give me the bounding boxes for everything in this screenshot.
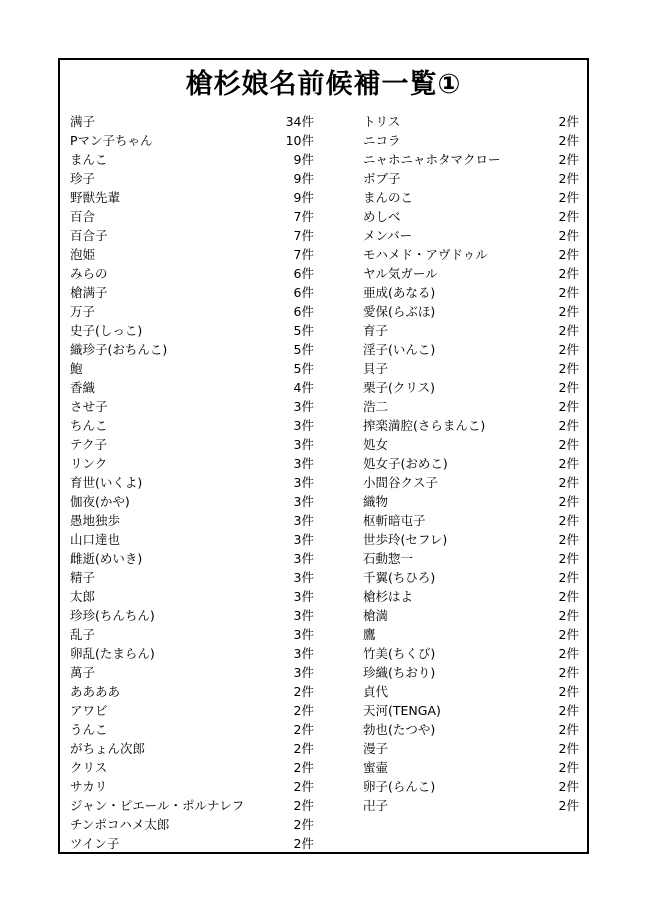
list-item <box>70 378 314 397</box>
candidate-name: Pマン子ちゃん <box>70 133 153 148</box>
list-item <box>363 587 579 606</box>
list-item <box>363 568 579 587</box>
list-item <box>363 435 579 454</box>
vote-count: 3件 <box>293 627 314 642</box>
candidate-name: トリス <box>363 114 401 129</box>
list-item <box>70 188 314 207</box>
list-item <box>363 530 579 549</box>
candidate-name: チンポコハメ太郎 <box>70 817 170 832</box>
vote-count: 6件 <box>293 304 314 319</box>
candidate-name: させ子 <box>70 399 108 414</box>
list-item <box>363 245 579 264</box>
candidate-name: クリス <box>70 760 108 775</box>
candidate-name: 泡姫 <box>70 247 96 262</box>
candidate-name: 野獣先輩 <box>70 190 121 205</box>
candidate-name: 貝子 <box>363 361 389 376</box>
candidate-name: ヤル気ガール <box>363 266 438 281</box>
vote-count: 2件 <box>293 741 314 756</box>
list-item <box>70 302 314 321</box>
candidate-name: 百合 <box>70 209 96 224</box>
candidate-name: ああああ <box>70 684 121 699</box>
list-item <box>70 530 314 549</box>
vote-count: 6件 <box>293 266 314 281</box>
candidate-name: 珍織(ちおり) <box>363 665 436 680</box>
vote-count: 2件 <box>558 209 579 224</box>
candidate-name: みらの <box>70 266 108 281</box>
vote-count: 2件 <box>558 266 579 281</box>
vote-count: 3件 <box>293 475 314 490</box>
list-item <box>70 549 314 568</box>
list-item <box>70 207 314 226</box>
candidate-name: 雌逝(めいき) <box>70 551 143 566</box>
candidate-name: まんのこ <box>363 190 414 205</box>
document-frame <box>58 58 589 854</box>
candidate-name: 史子(しっこ) <box>70 323 143 338</box>
vote-count: 7件 <box>293 247 314 262</box>
list-item <box>70 796 314 815</box>
list-item <box>70 492 314 511</box>
vote-count: 2件 <box>558 171 579 186</box>
list-item <box>363 416 579 435</box>
list-item <box>70 169 314 188</box>
vote-count: 3件 <box>293 513 314 528</box>
vote-count: 2件 <box>558 532 579 547</box>
list-item <box>70 720 314 739</box>
vote-count: 3件 <box>293 399 314 414</box>
candidate-name: めしべ <box>363 209 401 224</box>
list-item <box>363 112 579 131</box>
vote-count: 3件 <box>293 437 314 452</box>
list-item <box>363 492 579 511</box>
list-item <box>363 644 579 663</box>
vote-count: 2件 <box>558 722 579 737</box>
candidate-name: 処女 <box>363 437 389 452</box>
candidate-name: 搾楽満腔(さらまんこ) <box>363 418 486 433</box>
vote-count: 2件 <box>558 760 579 775</box>
list-item <box>70 777 314 796</box>
list-item <box>70 511 314 530</box>
vote-count: 2件 <box>558 475 579 490</box>
candidate-name: 萬子 <box>70 665 96 680</box>
candidate-name: 槍满子 <box>70 285 108 300</box>
list-item <box>70 625 314 644</box>
vote-count: 2件 <box>558 741 579 756</box>
list-item <box>70 644 314 663</box>
list-item <box>363 606 579 625</box>
candidate-name: 育世(いくよ) <box>70 475 143 490</box>
vote-count: 9件 <box>293 190 314 205</box>
vote-count: 9件 <box>293 171 314 186</box>
list-item <box>363 454 579 473</box>
list-item <box>70 568 314 587</box>
candidate-name: 百合子 <box>70 228 108 243</box>
candidate-name: モハメド・アヴドゥル <box>363 247 488 262</box>
list-item <box>70 435 314 454</box>
list-item <box>70 226 314 245</box>
list-item <box>363 302 579 321</box>
candidate-name: 処女子(おめこ) <box>363 456 448 471</box>
list-item <box>70 340 314 359</box>
candidate-name: 香織 <box>70 380 96 395</box>
candidate-name: うんこ <box>70 722 108 737</box>
vote-count: 2件 <box>558 437 579 452</box>
vote-count: 3件 <box>293 494 314 509</box>
list-item <box>70 587 314 606</box>
vote-count: 2件 <box>558 380 579 395</box>
vote-count: 2件 <box>558 798 579 813</box>
list-item <box>363 131 579 150</box>
vote-count: 3件 <box>293 589 314 604</box>
candidate-name: 乱子 <box>70 627 96 642</box>
candidate-name: 精子 <box>70 570 96 585</box>
vote-count: 7件 <box>293 209 314 224</box>
vote-count: 2件 <box>558 152 579 167</box>
candidate-name: 淫子(いんこ) <box>363 342 436 357</box>
candidate-name: 天河(TENGA) <box>363 703 441 718</box>
list-item <box>363 625 579 644</box>
list-item <box>363 226 579 245</box>
list-item <box>70 283 314 302</box>
list-item <box>363 283 579 302</box>
vote-count: 5件 <box>293 342 314 357</box>
list-item <box>70 815 314 834</box>
candidate-name: 枢斬暗屯子 <box>363 513 426 528</box>
vote-count: 6件 <box>293 285 314 300</box>
list-item <box>70 739 314 758</box>
vote-count: 3件 <box>293 570 314 585</box>
candidate-name: ニコラ <box>363 133 401 148</box>
list-item <box>363 340 579 359</box>
list-item <box>363 549 579 568</box>
list-item <box>70 834 314 853</box>
list-item <box>70 758 314 777</box>
list-item <box>70 112 314 131</box>
list-item <box>70 359 314 378</box>
vote-count: 2件 <box>293 798 314 813</box>
list-item <box>70 454 314 473</box>
candidate-name: ボブ子 <box>363 171 401 186</box>
vote-count: 4件 <box>293 380 314 395</box>
list-item <box>363 321 579 340</box>
vote-count: 2件 <box>558 133 579 148</box>
vote-count: 2件 <box>558 570 579 585</box>
vote-count: 2件 <box>558 304 579 319</box>
vote-count: 2件 <box>558 323 579 338</box>
right-column <box>363 112 579 815</box>
list-item <box>363 378 579 397</box>
list-item <box>363 150 579 169</box>
page-title: 槍杉娘名前候補一覧① <box>185 69 462 100</box>
list-item <box>70 663 314 682</box>
candidate-name: 貞代 <box>363 684 389 699</box>
vote-count: 2件 <box>558 342 579 357</box>
list-item <box>363 720 579 739</box>
list-item <box>70 397 314 416</box>
vote-count: 3件 <box>293 665 314 680</box>
list-item <box>70 416 314 435</box>
list-item <box>363 188 579 207</box>
vote-count: 2件 <box>558 665 579 680</box>
candidate-name: ちんこ <box>70 418 108 433</box>
candidate-name: 漫子 <box>363 741 389 756</box>
vote-count: 3件 <box>293 551 314 566</box>
vote-count: 2件 <box>558 247 579 262</box>
vote-count: 3件 <box>293 646 314 661</box>
candidate-name: 愚地独歩 <box>70 513 121 528</box>
vote-count: 2件 <box>558 513 579 528</box>
vote-count: 5件 <box>293 361 314 376</box>
candidate-name: 太郎 <box>70 589 96 604</box>
candidate-name: 卵乱(たまらん) <box>70 646 155 661</box>
list-item <box>70 682 314 701</box>
candidate-name: 小間谷クス子 <box>363 475 438 490</box>
left-column <box>70 112 314 853</box>
candidate-name: 槍満 <box>363 608 389 623</box>
candidate-name: 浩二 <box>363 399 389 414</box>
vote-count: 7件 <box>293 228 314 243</box>
vote-count: 2件 <box>558 646 579 661</box>
candidate-name: 鷹 <box>363 627 376 642</box>
list-item <box>70 606 314 625</box>
candidate-name: 伽夜(かや) <box>70 494 130 509</box>
candidate-name: 織物 <box>363 494 389 509</box>
candidate-name: 世歩玲(セフレ) <box>363 532 448 547</box>
vote-count: 2件 <box>558 494 579 509</box>
candidate-name: 愛保(らぶほ) <box>363 304 436 319</box>
candidate-name: テク子 <box>70 437 108 452</box>
vote-count: 2件 <box>558 456 579 471</box>
vote-count: 2件 <box>558 589 579 604</box>
vote-count: 2件 <box>558 684 579 699</box>
candidate-name: 万子 <box>70 304 96 319</box>
candidate-name: ニャホニャホタマクロー <box>363 152 501 167</box>
vote-count: 2件 <box>293 684 314 699</box>
candidate-name: 千翼(ちひろ) <box>363 570 436 585</box>
vote-count: 2件 <box>558 114 579 129</box>
vote-count: 2件 <box>293 779 314 794</box>
candidate-name: アワビ <box>70 703 108 718</box>
vote-count: 2件 <box>293 836 314 851</box>
list-item <box>70 264 314 283</box>
candidate-name: ジャン・ピエール・ポルナレフ <box>70 798 245 813</box>
candidate-name: 满子 <box>70 114 96 129</box>
list-item <box>70 131 314 150</box>
vote-count: 2件 <box>293 722 314 737</box>
list-item <box>363 264 579 283</box>
candidate-name: まんこ <box>70 152 108 167</box>
vote-count: 3件 <box>293 456 314 471</box>
vote-count: 34件 <box>285 114 314 129</box>
candidate-name: 山口達也 <box>70 532 121 547</box>
list-item <box>363 796 579 815</box>
candidate-name: ツイン子 <box>70 836 120 851</box>
vote-count: 3件 <box>293 608 314 623</box>
list-item <box>363 397 579 416</box>
candidate-name: 石動惣一 <box>363 551 414 566</box>
list-item <box>363 473 579 492</box>
list-item <box>363 682 579 701</box>
vote-count: 2件 <box>558 779 579 794</box>
candidate-name: 勃也(たつや) <box>363 722 436 737</box>
candidate-name: 珍珍(ちんちん) <box>70 608 155 623</box>
candidate-name: 槍杉はよ <box>363 589 414 604</box>
candidate-name: 鮑 <box>70 361 83 376</box>
vote-count: 9件 <box>293 152 314 167</box>
list-item <box>363 739 579 758</box>
vote-count: 2件 <box>558 361 579 376</box>
list-item <box>70 473 314 492</box>
vote-count: 2件 <box>558 190 579 205</box>
candidate-name: 竹美(ちくび) <box>363 646 436 661</box>
vote-count: 3件 <box>293 532 314 547</box>
list-item <box>363 359 579 378</box>
list-item <box>363 207 579 226</box>
vote-count: 5件 <box>293 323 314 338</box>
candidate-name: がちょん次郎 <box>70 741 146 756</box>
list-item <box>363 663 579 682</box>
candidate-name: 珍子 <box>70 171 96 186</box>
list-item <box>70 321 314 340</box>
candidate-name: リンク <box>70 456 108 471</box>
list-item <box>70 245 314 264</box>
vote-count: 3件 <box>293 418 314 433</box>
list-item <box>363 758 579 777</box>
vote-count: 2件 <box>293 703 314 718</box>
candidate-name: サカリ <box>70 779 108 794</box>
list-item <box>363 169 579 188</box>
list-item <box>70 701 314 720</box>
vote-count: 2件 <box>558 228 579 243</box>
list-item <box>363 701 579 720</box>
list-item <box>363 777 579 796</box>
list-item <box>363 511 579 530</box>
candidate-name: 織珍子(おちんこ) <box>70 342 168 357</box>
candidate-name: 亜成(あなる) <box>363 285 436 300</box>
vote-count: 2件 <box>558 608 579 623</box>
candidate-name: 栗子(クリス) <box>363 380 436 395</box>
vote-count: 2件 <box>558 285 579 300</box>
vote-count: 2件 <box>558 399 579 414</box>
list-item <box>70 150 314 169</box>
candidate-name: 卵子(らんこ) <box>363 779 436 794</box>
candidate-name: 卍子 <box>363 798 389 813</box>
vote-count: 2件 <box>558 551 579 566</box>
vote-count: 2件 <box>558 627 579 642</box>
vote-count: 2件 <box>558 703 579 718</box>
candidate-name: 育子 <box>363 323 389 338</box>
candidate-name: メンバー <box>363 228 413 243</box>
vote-count: 2件 <box>558 418 579 433</box>
vote-count: 10件 <box>285 133 314 148</box>
candidate-name: 蜜壷 <box>363 760 389 775</box>
vote-count: 2件 <box>293 817 314 832</box>
vote-count: 2件 <box>293 760 314 775</box>
